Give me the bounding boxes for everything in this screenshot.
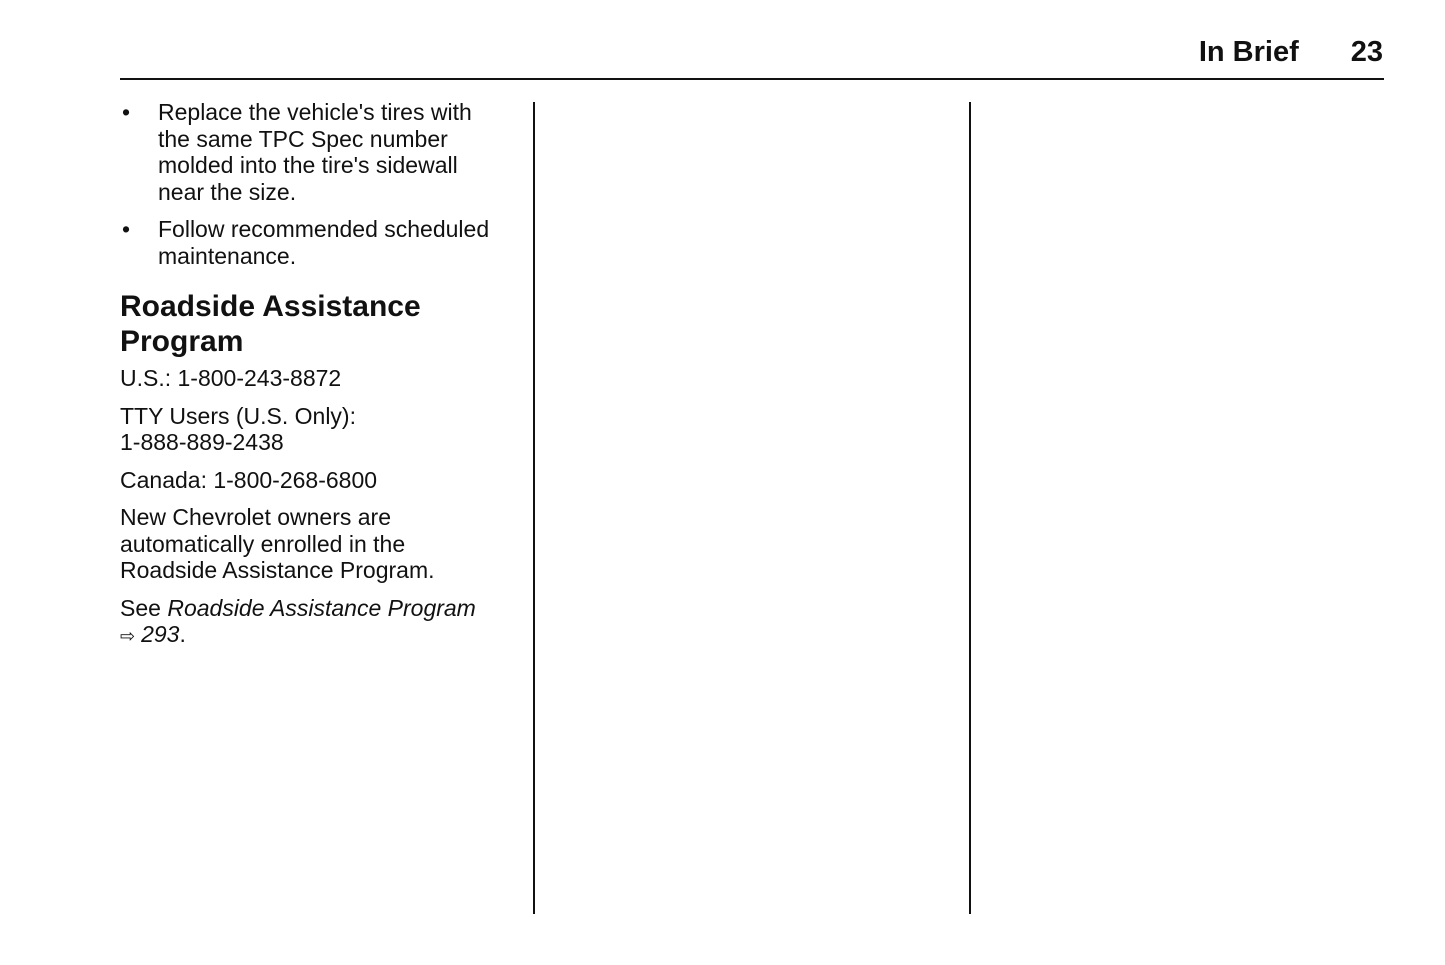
column-divider-left xyxy=(533,102,535,914)
see-prefix: See xyxy=(120,594,168,621)
us-phone: U.S.: 1-800-243-8872 xyxy=(120,365,342,391)
section-heading xyxy=(120,289,515,359)
enrollment-line: automatically enrolled in the xyxy=(120,530,406,557)
left-column xyxy=(120,99,515,661)
page-number: 23 xyxy=(1350,36,1383,68)
bullet-line: the same TPC Spec number xyxy=(158,125,448,152)
cross-reference xyxy=(120,595,515,650)
page-header xyxy=(1199,32,1383,72)
bullet-item-tires xyxy=(120,99,515,205)
bullet-item-maintenance xyxy=(120,216,515,269)
arrow-right-icon: ⇨ xyxy=(120,626,136,646)
tty-phone: 1-888-889-2438 xyxy=(120,429,284,455)
section-title: In Brief xyxy=(1198,36,1299,68)
bullet-icon: • xyxy=(122,216,131,242)
column-divider-right xyxy=(969,102,971,914)
enrollment-line: New Chevrolet owners are xyxy=(120,504,392,530)
enrollment-line: Roadside Assistance Program. xyxy=(120,557,435,583)
bullet-list xyxy=(120,99,515,269)
bullet-line: Replace the vehicle's tires with xyxy=(158,99,472,125)
tty-phone-block xyxy=(120,403,515,456)
header-rule xyxy=(120,78,1384,80)
xref-suffix: . xyxy=(179,621,186,647)
bullet-line: near the size. xyxy=(158,178,297,205)
heading-line: Roadside Assistance xyxy=(120,290,421,323)
xref-page-number[interactable]: 293 xyxy=(141,621,180,647)
bullet-icon: • xyxy=(122,99,131,125)
tty-label: TTY Users (U.S. Only): xyxy=(120,402,356,429)
canada-phone: Canada: 1-800-268-6800 xyxy=(120,466,378,493)
enrollment-paragraph xyxy=(120,504,515,584)
bullet-line: Follow recommended scheduled xyxy=(158,216,490,242)
bullet-line: molded into the tire's sidewall xyxy=(158,152,458,178)
heading-line: Program xyxy=(120,325,244,358)
xref-title[interactable]: Roadside Assistance Program xyxy=(167,594,476,621)
bullet-line: maintenance. xyxy=(158,242,297,269)
